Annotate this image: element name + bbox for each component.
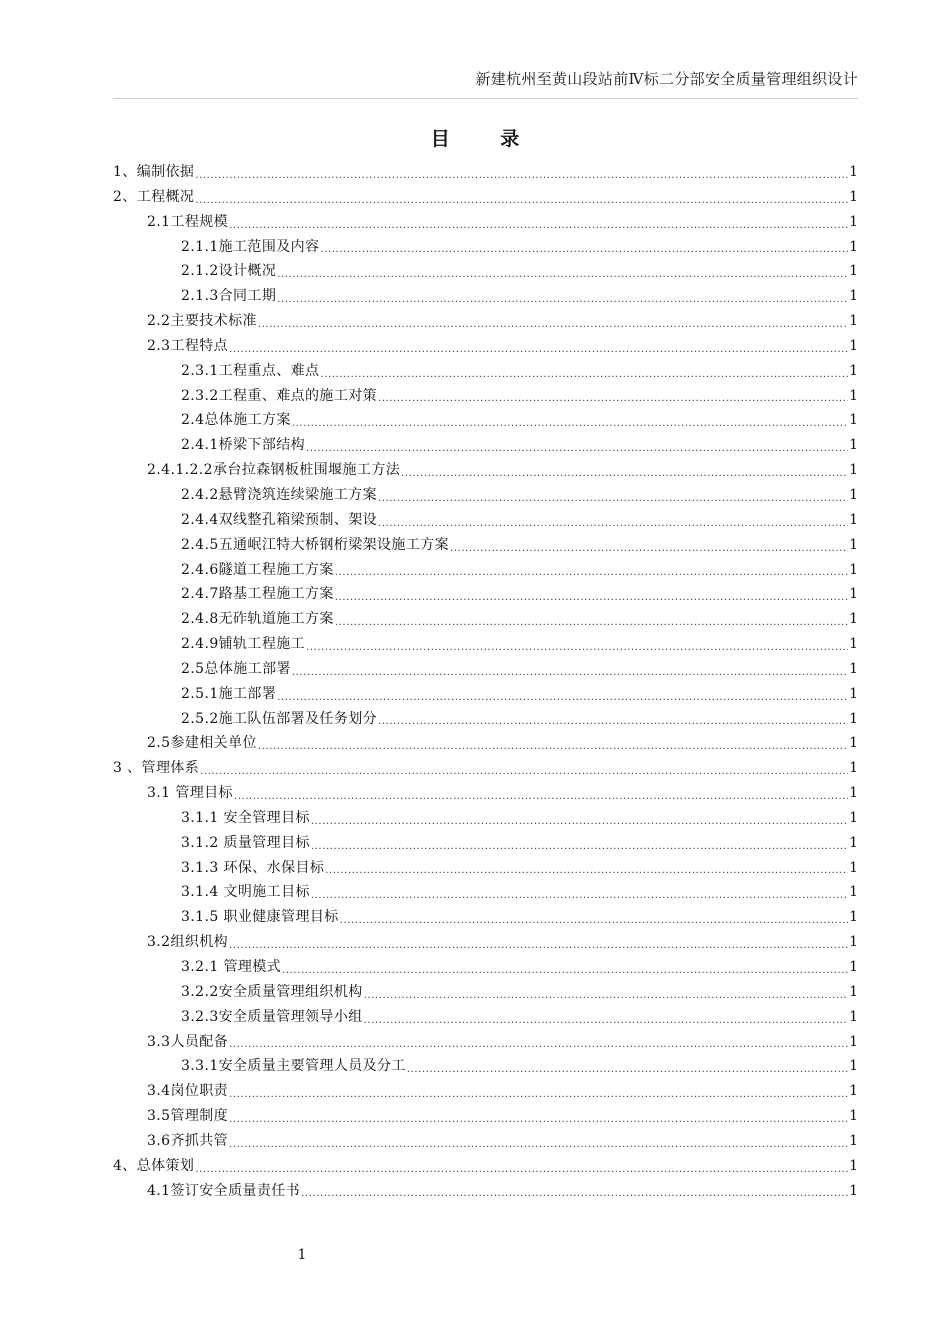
toc-entry[interactable]: [113, 582, 858, 607]
toc-dot-leader: [311, 880, 848, 905]
toc-dot-leader: [277, 259, 848, 284]
toc-entry-page-number: 1: [849, 337, 858, 354]
toc-entry-label: 2.5总体施工部署: [181, 660, 291, 677]
toc-entry-label: 1、编制依据: [113, 164, 195, 180]
toc-entry[interactable]: [113, 1030, 858, 1055]
toc-entry-page-number: 1: [849, 586, 858, 603]
toc-entry[interactable]: [113, 359, 858, 384]
toc-entry-page-number: 1: [849, 288, 858, 305]
toc-heading: 目 录: [430, 128, 542, 150]
toc-entry[interactable]: [113, 707, 858, 732]
toc-entry[interactable]: [113, 1154, 858, 1179]
toc-entry-label: 3.2.1 管理模式: [181, 959, 282, 975]
toc-entry-label: 3.1.3 环保、水保目标: [181, 859, 325, 876]
toc-dot-leader: [229, 1104, 848, 1129]
toc-entry-label: 2.4.1.2.2承台拉森钢板桩围堰施工方法: [147, 462, 401, 479]
toc-entry-page-number: 1: [849, 1033, 858, 1050]
toc-entry[interactable]: [113, 756, 858, 781]
toc-entry-label: 2.4总体施工方案: [181, 412, 291, 429]
toc-entry-label: 2.4.4双线整孔箱梁预制、架设: [181, 511, 378, 528]
toc-entry-label: 2.4.1桥梁下部结构: [181, 437, 306, 454]
toc-entry-label: 2.4.5五通岷江特大桥钢桁梁架设施工方案: [181, 536, 450, 553]
toc-dot-leader: [195, 185, 848, 210]
toc-dot-leader: [282, 955, 848, 980]
toc-entry[interactable]: [113, 955, 858, 980]
toc-dot-leader: [320, 235, 848, 260]
toc-entry-page-number: 1: [849, 387, 858, 404]
toc-entry-page-number: 1: [849, 238, 858, 255]
toc-entry[interactable]: [113, 558, 858, 583]
toc-dot-leader: [258, 309, 848, 334]
toc-entry-label: 3.3人员配备: [147, 1033, 229, 1050]
toc-entry[interactable]: [113, 235, 858, 260]
page-number: 1: [297, 1247, 307, 1263]
header-divider: [113, 98, 858, 99]
toc-entry-page-number: 1: [849, 859, 858, 876]
toc-entry[interactable]: [113, 309, 858, 334]
toc-dot-leader: [277, 682, 848, 707]
toc-entry-page-number: 1: [849, 735, 858, 752]
toc-entry-page-number: 1: [849, 462, 858, 479]
toc-entry-page-number: 1: [849, 934, 858, 951]
toc-entry-page-number: 1: [849, 1008, 858, 1025]
toc-dot-leader: [335, 558, 848, 583]
toc-entry-label: 2.5.2施工队伍部署及任务划分: [181, 710, 378, 727]
toc-dot-leader: [364, 1005, 848, 1030]
toc-dot-leader: [229, 930, 848, 955]
toc-entry[interactable]: [113, 632, 858, 657]
table-of-contents: [113, 160, 858, 1203]
toc-entry-label: 2.4.9铺轨工程施工: [181, 636, 306, 653]
toc-entry-label: 2.5.1施工部署: [181, 685, 277, 702]
toc-entry[interactable]: [113, 806, 858, 831]
toc-entry[interactable]: [113, 930, 858, 955]
toc-entry-page-number: 1: [849, 1132, 858, 1149]
toc-entry-page-number: 1: [849, 983, 858, 1000]
toc-entry[interactable]: [113, 259, 858, 284]
toc-dot-leader: [292, 408, 848, 433]
toc-entry-page-number: 1: [849, 362, 858, 379]
toc-entry-label: 2.4.6隧道工程施工方案: [181, 561, 334, 578]
toc-entry[interactable]: [113, 1179, 858, 1204]
toc-entry-label: 2.1工程规模: [147, 213, 229, 230]
toc-dot-leader: [301, 1179, 848, 1204]
toc-entry-label: 3.2.2安全质量管理组织机构: [181, 983, 363, 1000]
toc-entry[interactable]: [113, 384, 858, 409]
toc-entry[interactable]: [113, 160, 858, 185]
toc-entry[interactable]: [113, 1054, 858, 1079]
toc-dot-leader: [195, 1154, 848, 1179]
toc-dot-leader: [229, 210, 848, 235]
toc-entry[interactable]: [113, 1005, 858, 1030]
toc-entry-label: 3.1.1 安全管理目标: [181, 809, 310, 826]
toc-entry[interactable]: [113, 682, 858, 707]
toc-dot-leader: [311, 831, 848, 856]
toc-entry-label: 3.1.4 文明施工目标: [181, 884, 310, 901]
toc-entry-label: 2.3.1工程重点、难点: [181, 362, 320, 379]
toc-entry-label: 2.4.7路基工程施工方案: [181, 586, 334, 603]
toc-entry-page-number: 1: [849, 313, 858, 330]
toc-dot-leader: [335, 607, 848, 632]
toc-entry[interactable]: [113, 831, 858, 856]
toc-entry-label: 2.4.2悬臂浇筑连续梁施工方案: [181, 486, 378, 503]
toc-dot-leader: [378, 384, 848, 409]
toc-entry-label: 3.5管理制度: [147, 1108, 229, 1125]
toc-entry-label: 3.1.5 职业健康管理目标: [181, 909, 339, 926]
toc-entry[interactable]: [113, 334, 858, 359]
toc-entry-label: 2.5参建相关单位: [147, 735, 257, 752]
toc-dot-leader: [229, 1129, 848, 1154]
toc-entry-page-number: 1: [849, 884, 858, 901]
toc-entry-label: 2.3.2工程重、难点的施工对策: [181, 387, 378, 404]
toc-entry-label: 3.2组织机构: [147, 934, 229, 951]
toc-entry-page-number: 1: [849, 785, 858, 802]
toc-dot-leader: [450, 533, 848, 558]
toc-dot-leader: [306, 433, 848, 458]
toc-dot-leader: [407, 1054, 848, 1079]
toc-entry-page-number: 1: [849, 909, 858, 926]
toc-dot-leader: [378, 707, 848, 732]
toc-dot-leader: [364, 980, 848, 1005]
toc-entry[interactable]: [113, 458, 858, 483]
toc-entry-page-number: 1: [849, 412, 858, 429]
toc-entry[interactable]: [113, 284, 858, 309]
toc-dot-leader: [325, 856, 848, 881]
toc-entry-label: 2.1.3合同工期: [181, 288, 277, 305]
toc-entry-page-number: 1: [849, 561, 858, 578]
toc-entry-page-number: 1: [849, 1157, 858, 1174]
toc-entry[interactable]: [113, 980, 858, 1005]
toc-entry-label: 4、总体策划: [113, 1157, 195, 1174]
toc-entry-page-number: 1: [849, 1182, 858, 1199]
toc-dot-leader: [401, 458, 848, 483]
toc-dot-leader: [195, 160, 848, 185]
toc-dot-leader: [378, 508, 848, 533]
toc-entry[interactable]: [113, 880, 858, 905]
toc-entry-page-number: 1: [849, 536, 858, 553]
toc-entry-page-number: 1: [849, 263, 858, 280]
toc-entry[interactable]: [113, 508, 858, 533]
toc-entry[interactable]: [113, 731, 858, 756]
toc-entry-page-number: 1: [849, 760, 858, 777]
toc-entry-page-number: 1: [849, 188, 858, 205]
toc-entry-page-number: 1: [849, 213, 858, 230]
toc-entry-label: 3.3.1安全质量主要管理人员及分工: [181, 1058, 406, 1075]
toc-entry[interactable]: [113, 781, 858, 806]
toc-dot-leader: [277, 284, 848, 309]
toc-entry-page-number: 1: [849, 1058, 858, 1075]
toc-entry-label: 3 、管理体系: [113, 760, 200, 777]
toc-entry-label: 2.1.1施工范围及内容: [181, 238, 320, 255]
toc-entry-page-number: 1: [849, 486, 858, 503]
toc-entry[interactable]: [113, 1129, 858, 1154]
toc-dot-leader: [306, 632, 848, 657]
toc-dot-leader: [229, 1079, 848, 1104]
toc-entry[interactable]: [113, 607, 858, 632]
toc-entry-page-number: 1: [849, 685, 858, 702]
toc-entry-page-number: 1: [849, 437, 858, 454]
toc-entry-label: 2.2主要技术标准: [147, 313, 257, 330]
toc-entry-label: 2.3工程特点: [147, 337, 229, 354]
toc-entry-page-number: 1: [849, 809, 858, 826]
toc-entry-page-number: 1: [849, 511, 858, 528]
toc-entry[interactable]: [113, 1104, 858, 1129]
toc-dot-leader: [320, 359, 848, 384]
toc-dot-leader: [200, 756, 848, 781]
toc-entry-page-number: 1: [849, 834, 858, 851]
toc-entry[interactable]: [113, 408, 858, 433]
toc-entry[interactable]: [113, 210, 858, 235]
toc-entry[interactable]: [113, 483, 858, 508]
toc-dot-leader: [229, 1030, 848, 1055]
document-header-title: 新建杭州至黄山段站前Ⅳ标二分部安全质量管理组织设计: [475, 70, 858, 88]
toc-entry-page-number: 1: [849, 636, 858, 653]
toc-entry-page-number: 1: [849, 959, 858, 975]
toc-entry[interactable]: [113, 533, 858, 558]
toc-entry-page-number: 1: [849, 164, 858, 180]
toc-dot-leader: [229, 334, 848, 359]
toc-entry-label: 3.1 管理目标: [147, 785, 233, 802]
toc-entry-page-number: 1: [849, 1108, 858, 1125]
toc-entry[interactable]: [113, 657, 858, 682]
toc-entry-label: 2.4.8无砟轨道施工方案: [181, 611, 334, 628]
toc-dot-leader: [340, 905, 848, 930]
toc-dot-leader: [258, 731, 848, 756]
toc-entry-label: 3.4岗位职责: [147, 1083, 229, 1100]
toc-entry[interactable]: [113, 433, 858, 458]
toc-entry[interactable]: [113, 1079, 858, 1104]
toc-dot-leader: [311, 806, 848, 831]
toc-entry-page-number: 1: [849, 611, 858, 628]
toc-entry-label: 3.2.3安全质量管理领导小组: [181, 1008, 363, 1025]
toc-entry[interactable]: [113, 856, 858, 881]
toc-entry-label: 2.1.2设计概况: [181, 263, 277, 280]
toc-entry-page-number: 1: [849, 1083, 858, 1100]
toc-dot-leader: [234, 781, 848, 806]
toc-entry-label: 3.6齐抓共管: [147, 1132, 229, 1149]
toc-entry-page-number: 1: [849, 660, 858, 677]
toc-dot-leader: [292, 657, 848, 682]
toc-entry-label: 3.1.2 质量管理目标: [181, 834, 310, 851]
toc-entry[interactable]: [113, 185, 858, 210]
toc-entry-label: 2、工程概况: [113, 188, 195, 205]
toc-dot-leader: [378, 483, 848, 508]
toc-entry-label: 4.1签订安全质量责任书: [147, 1182, 301, 1199]
toc-dot-leader: [335, 582, 848, 607]
toc-entry-page-number: 1: [849, 710, 858, 727]
toc-entry[interactable]: [113, 905, 858, 930]
